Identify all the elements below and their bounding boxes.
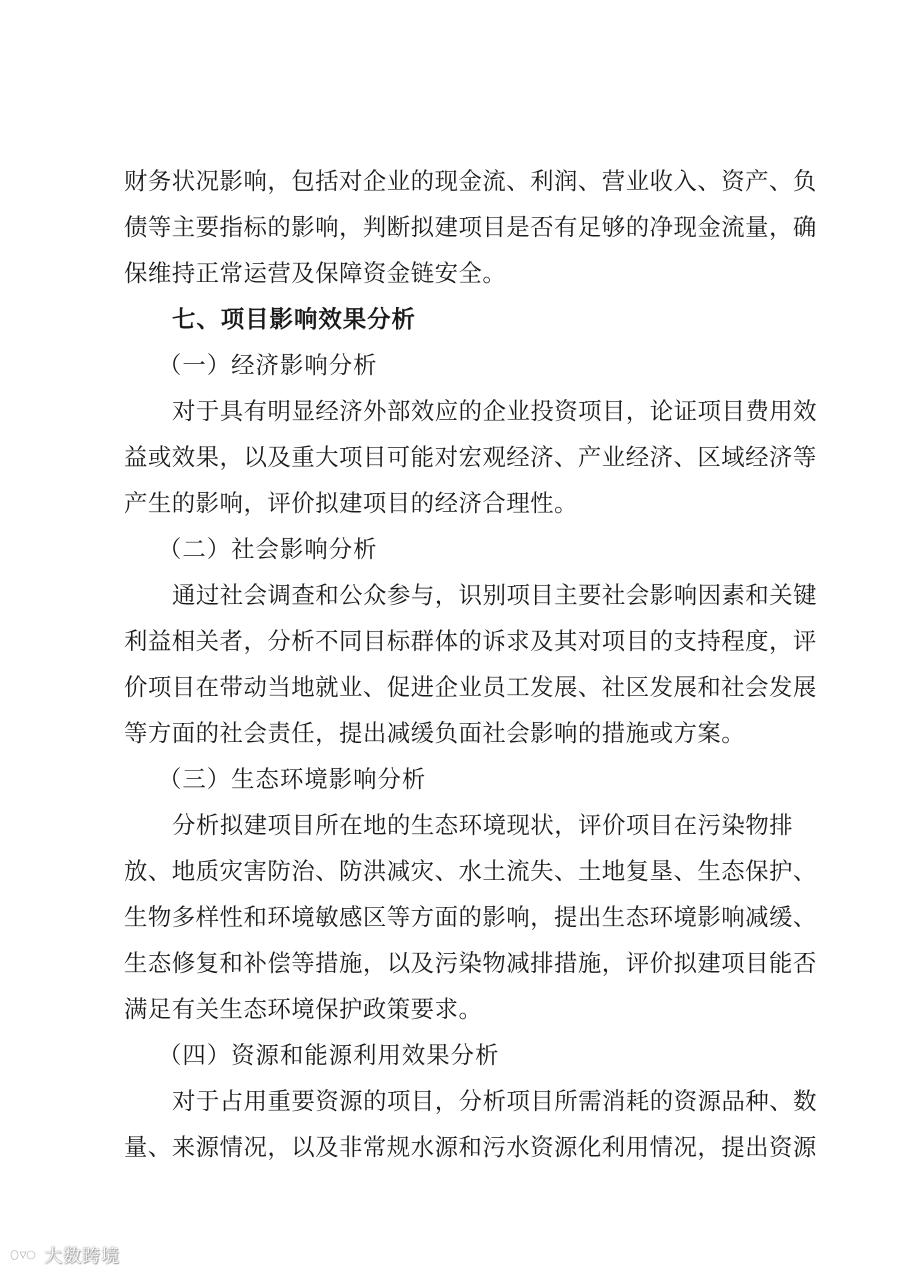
paragraph-line: 量、来源情况，以及非常规水源和污水资源化利用情况，提出资源 [124, 1133, 817, 1161]
watermark-text: 大数跨境 [44, 1246, 120, 1267]
subsection-title: （二）社会影响分析 [158, 535, 378, 563]
paragraph-line: 对于具有明显经济外部效应的企业投资项目，论证项目费用效 [172, 397, 818, 425]
paragraph-line: 生物多样性和环境敏感区等方面的影响，提出生态环境影响减缓、 [124, 903, 817, 931]
paragraph-line: 利益相关者，分析不同目标群体的诉求及其对项目的支持程度，评 [124, 627, 817, 655]
paragraph-line: 财务状况影响，包括对企业的现金流、利润、营业收入、资产、负 [124, 167, 817, 195]
subsection-title: （四）资源和能源利用效果分析 [158, 1041, 500, 1069]
watermark-logo-icon [8, 1246, 38, 1264]
paragraph-line: 产生的影响，评价拟建项目的经济合理性。 [124, 489, 578, 517]
watermark [8, 1243, 120, 1267]
paragraph-line: 等方面的社会责任，提出减缓负面社会影响的措施或方案。 [124, 719, 746, 747]
paragraph-line: 保维持正常运营及保障资金链安全。 [124, 259, 507, 287]
paragraph-line: 放、地质灾害防治、防洪减灾、水土流失、土地复垦、生态保护、 [124, 857, 817, 885]
subsection-title: （三）生态环境影响分析 [158, 765, 427, 793]
paragraph-line: 价项目在带动当地就业、促进企业员工发展、社区发展和社会发展 [124, 673, 817, 701]
paragraph-line: 满足有关生态环境保护政策要求。 [124, 995, 483, 1023]
section-heading: 七、项目影响效果分析 [172, 305, 416, 333]
paragraph-line: 分析拟建项目所在地的生态环境现状，评价项目在污染物排 [172, 811, 794, 839]
paragraph-line: 生态修复和补偿等措施，以及污染物减排措施，评价拟建项目能否 [124, 949, 817, 977]
paragraph-line: 益或效果，以及重大项目可能对宏观经济、产业经济、区域经济等 [124, 443, 817, 471]
paragraph-line: 对于占用重要资源的项目，分析项目所需消耗的资源品种、数 [172, 1087, 818, 1115]
paragraph-line: 通过社会调查和公众参与，识别项目主要社会影响因素和关键 [172, 581, 818, 609]
subsection-title: （一）经济影响分析 [158, 351, 378, 379]
paragraph-line: 债等主要指标的影响，判断拟建项目是否有足够的净现金流量，确 [124, 213, 817, 241]
